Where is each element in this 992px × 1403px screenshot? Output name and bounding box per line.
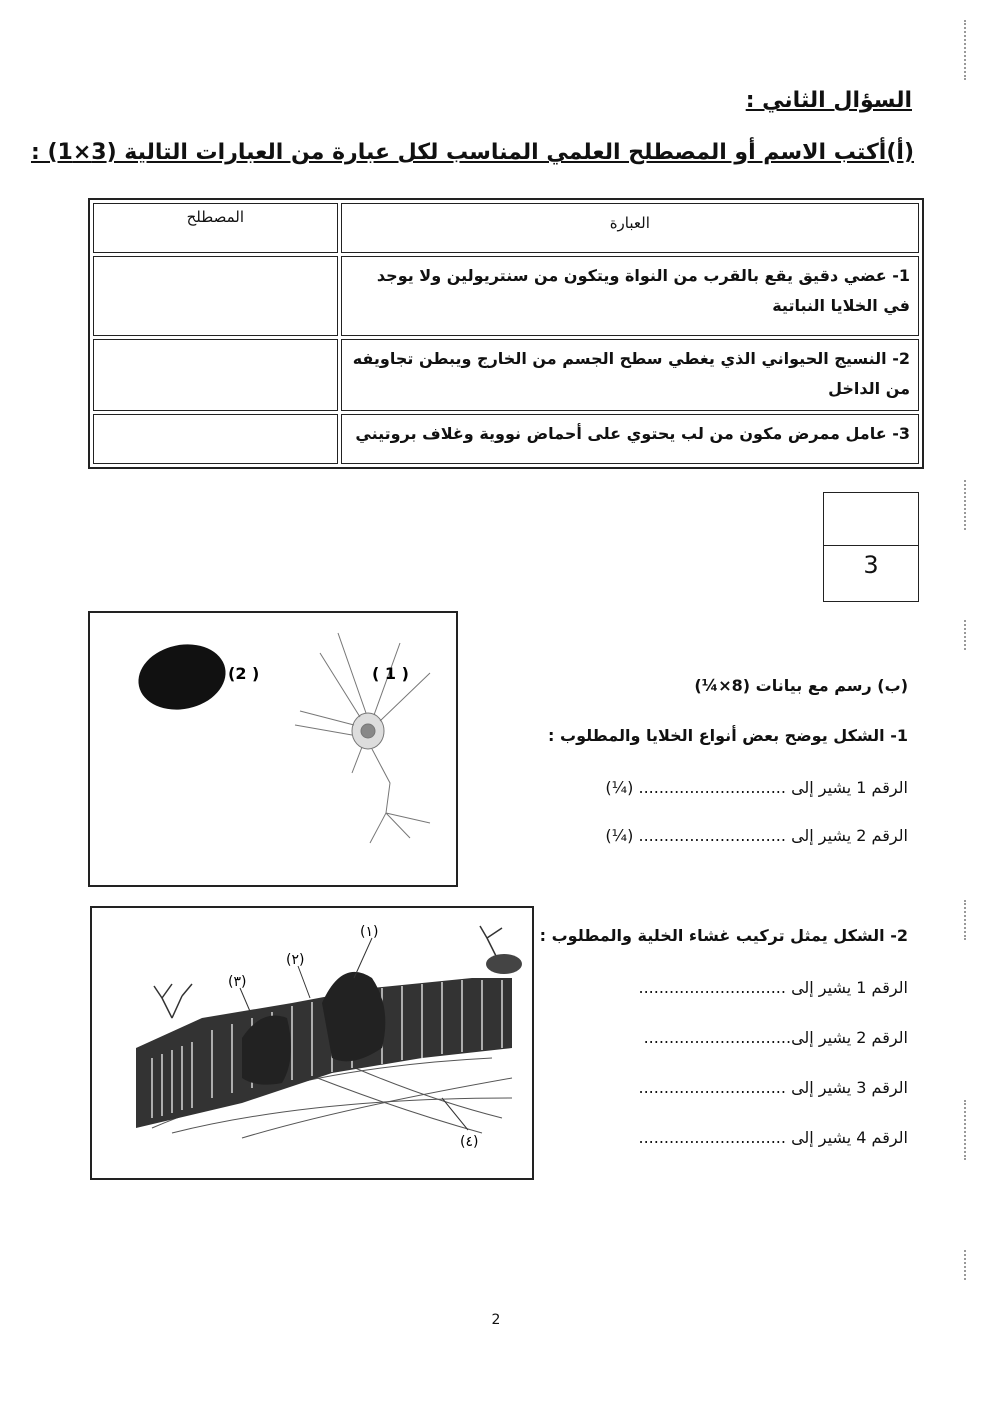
table-row — [93, 339, 919, 411]
protein-shape — [322, 972, 385, 1061]
question-title: السؤال الثاني : — [745, 88, 912, 113]
margin-mark — [962, 620, 966, 650]
score-bottom: 3 — [863, 551, 879, 579]
table-header-row — [93, 203, 919, 253]
q2-line-3: الرقم 3 يشير إلى ............................. — [638, 1078, 908, 1097]
margin-mark — [962, 1100, 966, 1160]
margin-mark — [962, 20, 966, 80]
cell-types-illustration — [90, 613, 456, 885]
q2-prompt: 2- الشكل يمثل تركيب غشاء الخلية والمطلوب : — [539, 926, 908, 945]
header-statement: العبارة — [341, 203, 919, 253]
nerve-cell-shape — [295, 633, 430, 843]
cell-membrane-figure — [90, 906, 534, 1180]
q2-line-1: الرقم 1 يشير إلى ............................. — [638, 978, 908, 997]
answer-cell-2[interactable] — [93, 339, 338, 411]
membrane-illustration — [92, 908, 532, 1178]
q1-line-1: الرقم 1 يشير إلى ............................. (¼) — [605, 778, 908, 797]
part-a-title: (أ)أكتب الاسم أو المصطلح العلمي المناسب لكل عبارة من العبارات التالية (3×1) : — [30, 140, 914, 165]
q1-prompt: 1- الشكل يوضح بعض أنواع الخلايا والمطلوب : — [548, 726, 908, 745]
header-term: المصطلح — [93, 203, 338, 253]
q2-line-4: الرقم 4 يشير إلى ............................. — [638, 1128, 908, 1147]
dark-cell-shape — [132, 637, 231, 718]
cell-types-figure — [88, 611, 458, 887]
margin-mark — [962, 1250, 966, 1280]
figure2-label-2: (٢) — [286, 952, 305, 968]
statement-2: 2- النسيج الحيواني الذي يغطي سطح الجسم من الخارج ويبطن تجاويفه من الداخل — [341, 339, 919, 411]
answer-cell-3[interactable] — [93, 414, 338, 464]
q1-line-2: الرقم 2 يشير إلى ............................. (¼) — [605, 826, 908, 845]
figure1-label-1: ( 1 ) — [372, 664, 409, 683]
statement-1: 1- عضي دقيق يقع بالقرب من النواة ويتكون من سنتريولين ولا يوجد في الخلايا النباتية — [341, 256, 919, 336]
table-row — [93, 414, 919, 464]
figure2-label-4: (٤) — [460, 1134, 479, 1150]
table-row — [93, 256, 919, 336]
q2-line-2: الرقم 2 يشير إلى............................. — [643, 1028, 908, 1047]
figure2-label-1: (١) — [360, 924, 379, 940]
margin-mark — [962, 900, 966, 940]
margin-mark — [962, 480, 966, 530]
answer-cell-1[interactable] — [93, 256, 338, 336]
part-b-title: (ب) رسم مع بيانات (8×¼) — [694, 676, 908, 695]
figure1-label-2: (2 ) — [228, 664, 260, 683]
figure2-label-3: (٣) — [228, 974, 247, 990]
statement-3: 3- عامل ممرض مكون من لب يحتوي على أحماض نووية وغلاف بروتيني — [341, 414, 919, 464]
score-box — [823, 492, 919, 602]
terms-table — [88, 198, 924, 469]
glycoprotein-head-shape — [486, 954, 522, 974]
score-divider — [824, 545, 918, 546]
page-number: 2 — [491, 1312, 501, 1328]
